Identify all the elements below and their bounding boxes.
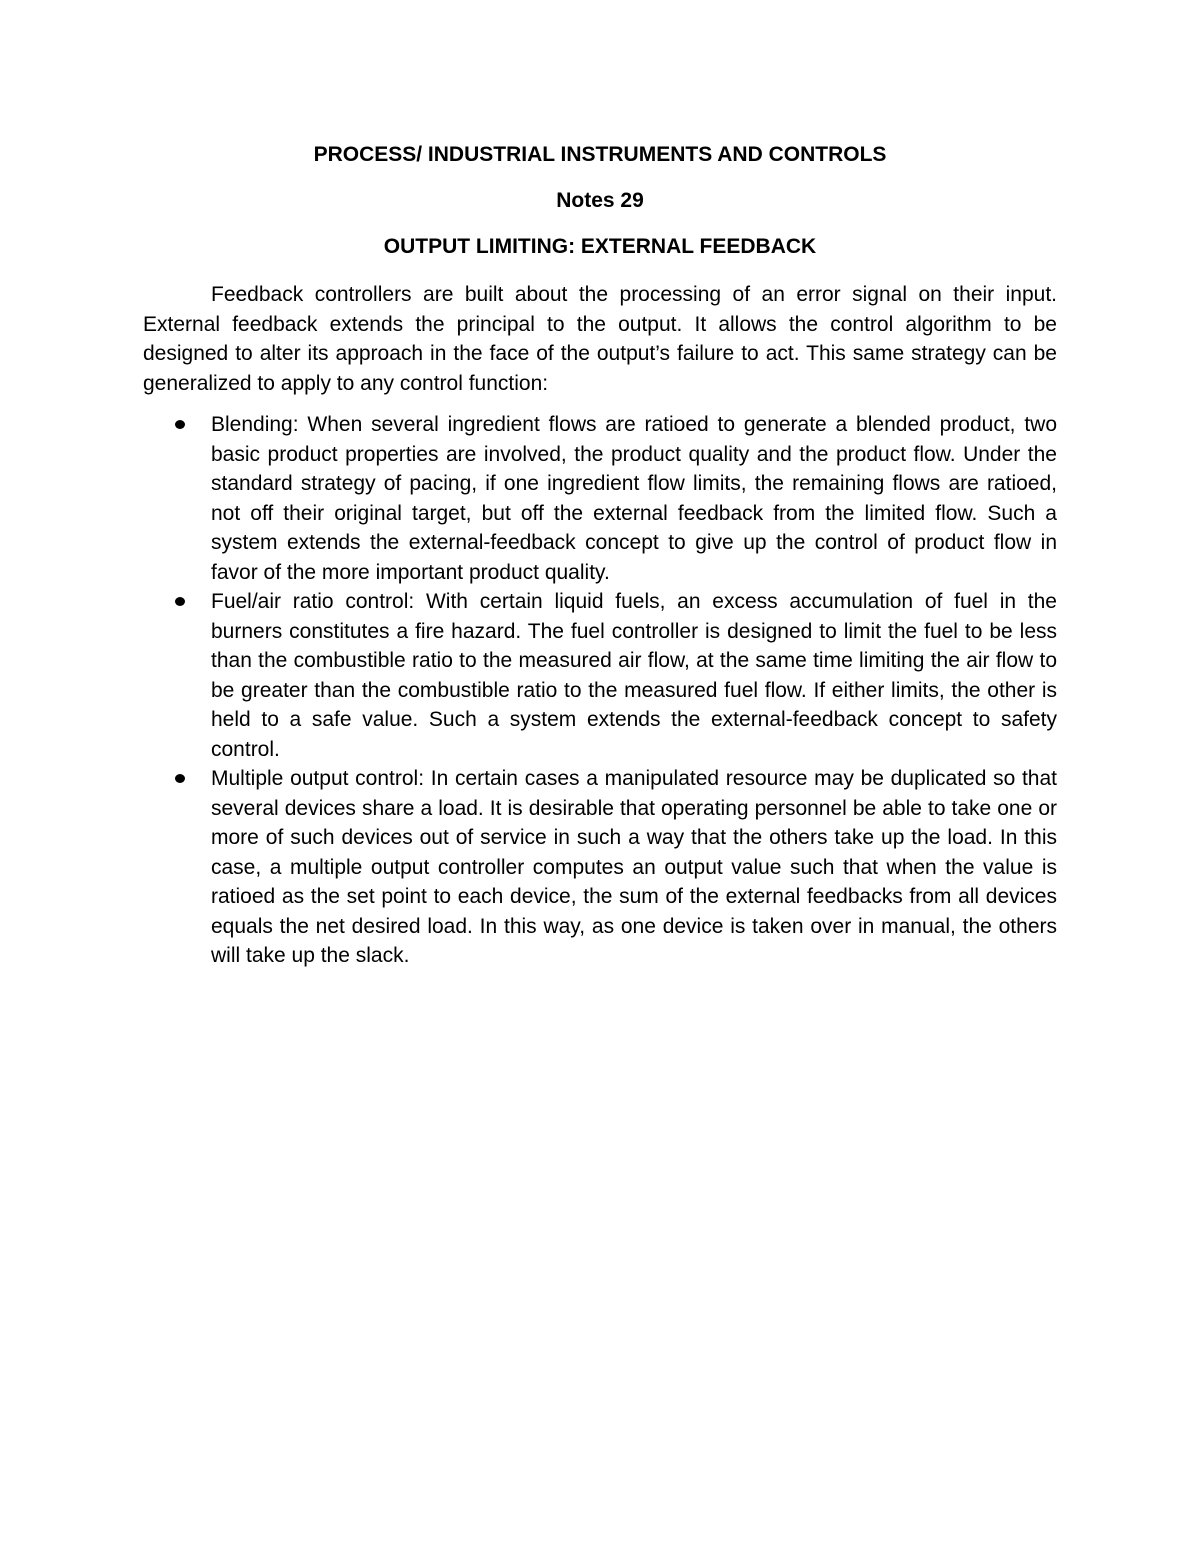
list-item-text: Multiple output control: In certain cases a manipulated resource may be duplicated so that several devices share a load. It is desirable that operating personnel be able to take one or more of such devices out of service in such a way that the others take up the load. In this case, a multiple output controller computes an output value such that when the value is ratioed as the set point to each device, the sum of the external feedbacks from all devices equals the net desired load. In this way, as one device is taken over in manual, the others will take up the slack. [211,767,1057,967]
notes-number: Notes 29 [556,189,644,212]
section-title: OUTPUT LIMITING: EXTERNAL FEEDBACK [383,235,817,258]
list-item-text: Fuel/air ratio control: With certain liquid fuels, an excess accumulation of fuel in the burners constitutes a fire hazard. The fuel controller is designed to limit the fuel to be less than the combustible ratio to the measured air flow, at the same time limiting the air flow to be greater than the combustible ratio to the measured fuel flow. If either limits, the other is held to a safe value. Such a system extends the external-feedback concept to safety control. [211,590,1057,761]
document-title: PROCESS/ INDUSTRIAL INSTRUMENTS AND CONTROLS [313,143,887,166]
list-item [143,587,1057,764]
list-item [143,764,1057,971]
intro-paragraph: Feedback controllers are built about the processing of an error signal on their input. External feedback extends the principal to the output. It allows the control algorithm to be designed to alter its approach in the face of the output’s failure to act. This same strategy can be generalized to apply to any control function: [143,283,1057,395]
bullet-icon [175,597,185,606]
document-page [143,140,1057,971]
list-item-text: Blending: When several ingredient flows are ratioed to generate a blended product, two basic product properties are involved, the product quality and the product flow. Under the standard strategy of pacing, if one ingredient flow limits, the remaining flows are ratioed, not off their original target, but off the external feedback from the limited flow. Such a system extends the external-feedback concept to give up the control of product flow in favor of the more important product quality. [211,413,1057,584]
bullet-icon [175,774,185,783]
bullet-list [143,410,1057,971]
bullet-icon [175,420,185,429]
list-item [143,410,1057,587]
